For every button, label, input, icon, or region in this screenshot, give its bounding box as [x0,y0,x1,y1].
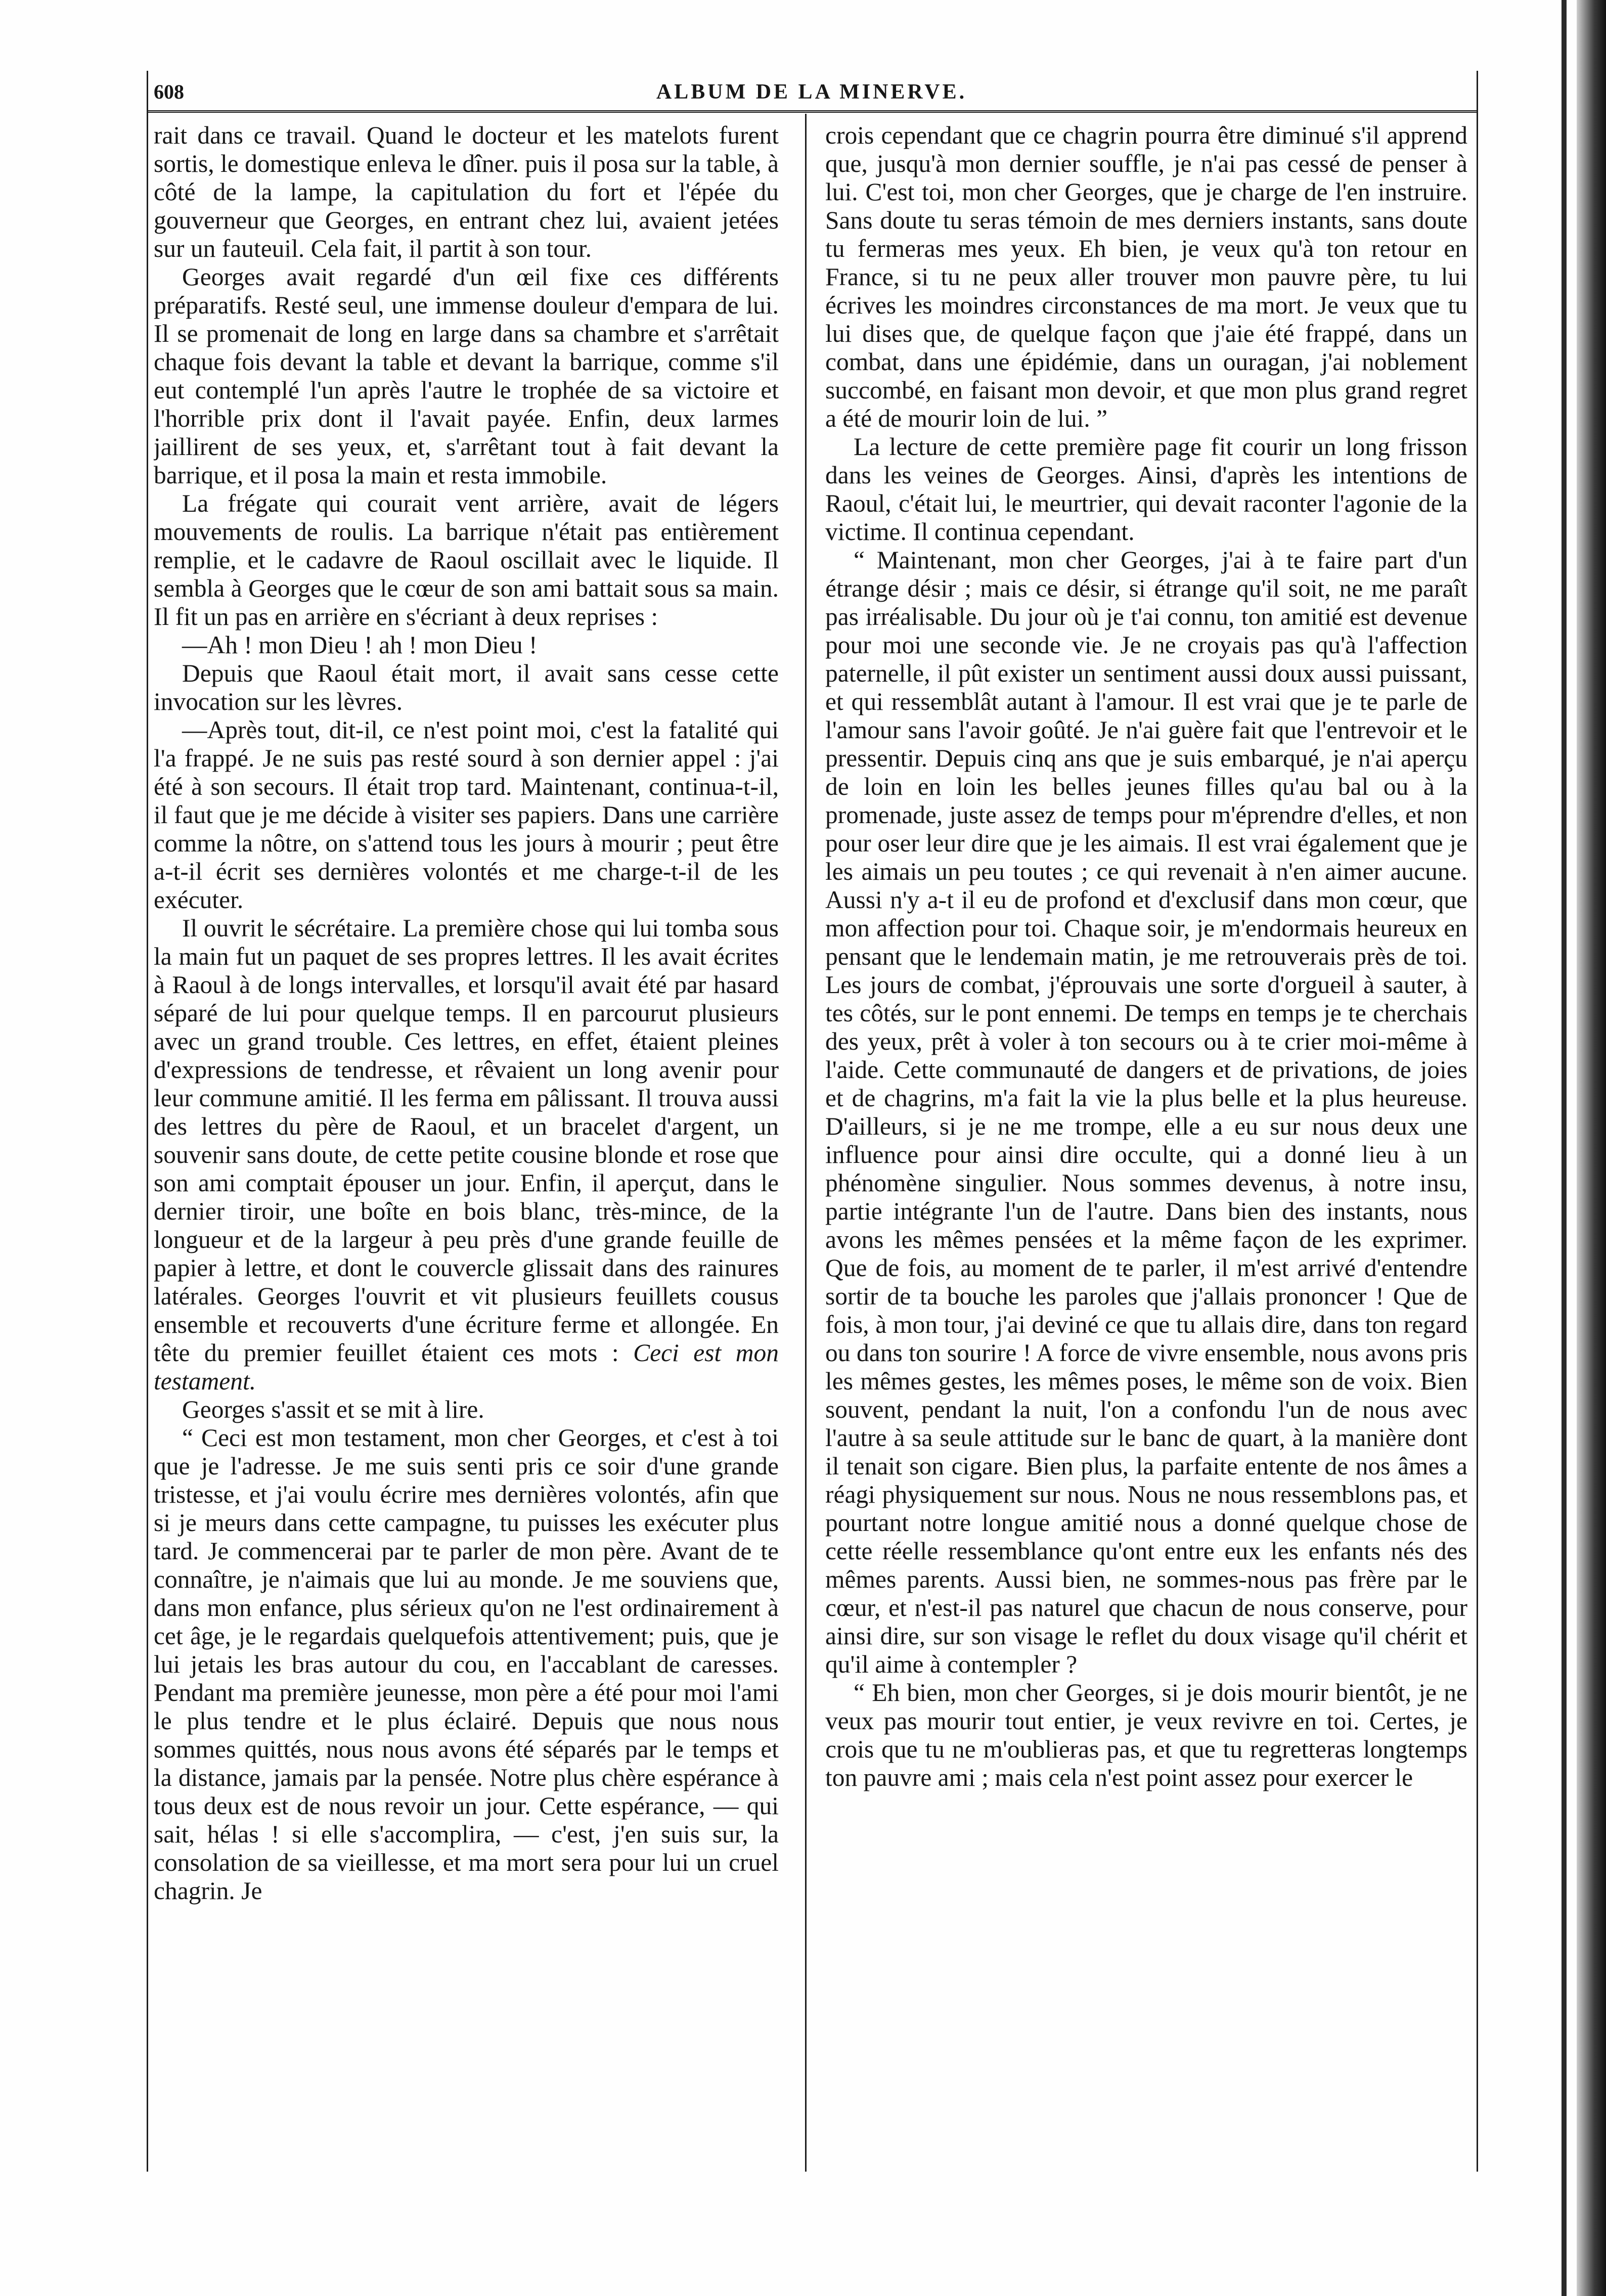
page-number: 608 [154,80,184,103]
left-column [154,121,779,2134]
paragraph: Georges avait regardé d'un œil fixe ces différents préparatifs. Resté seul, une immense douleur d'empara de lui. Il se promenait de long en large dans sa chambre et s'arrêtait chaque fois devant la table et devant la barrique, comme s'il eut contemplé l'un après l'autre le trophée de sa victoire et l'horrible prix dont il l'avait payée. Enfin, deux larmes jaillirent de ses yeux, et, s'arrêtant tout à fait devant la barrique, et il posa la main et resta immobile. [154,263,779,489]
paragraph-text: Il ouvrit le sécrétaire. La première chose qui lui tomba sous la main fut un paquet de ses propres lettres. Il les avait écrites à Raoul à de longs intervalles, et lorsqu'il avait été par hasard séparé de lui pour quelque temps. Il en parcourut plusieurs avec un grand trouble. Ces lettres, en effet, étaient pleines d'expressions de tendresse, et rêvaient un long avenir pour leur commune amitié. Il les ferma em pâlissant. Il trouva aussi des lettres du père de Raoul, et un bracelet d'argent, un souvenir sans doute, de cette petite cousine blonde et rose que son ami comptait épouser un jour. Enfin, il aperçut, dans le dernier tiroir, une boîte en bois blanc, très-mince, de la longueur et de la largeur à peu près d'une grande feuille de papier à lettre, et dont le couvercle glissait dans des rainures latérales. Georges l'ouvrit et vit plusieurs feuillets cousus ensemble et recouverts d'une écriture ferme et allongée. En tête du premier feuillet étaient ces mots : [154,914,779,1367]
right-column [825,121,1467,2134]
paragraph [154,914,779,1395]
left-frame-rule [147,71,148,2172]
paragraph: crois cependant que ce chagrin pourra être diminué s'il apprend que, jusqu'à mon dernier souffle, je n'ai pas cessé de penser à lui. C'est toi, mon cher Georges, que je charge de l'en instruire. Sans doute tu seras témoin de mes derniers instants, sans doute tu fermeras mes yeux. Eh bien, je veux qu'à ton retour en France, si tu ne peux aller trouver mon pauvre père, tu lui écrives les moindres circonstances de ma mort. Je veux que tu lui dises que, de quelque façon que j'aie été frappé, dans un combat, dans une épidémie, dans un ouragan, j'ai noblement succombé, en faisant mon devoir, et que mon plus grand regret a été de mourir loin de lui. ” [825,121,1467,432]
running-title: ALBUM DE LA MINERVE. [656,80,967,104]
page-edge-binding [1577,0,1606,2296]
paragraph: “ Maintenant, mon cher Georges, j'ai à te faire part d'un étrange désir ; mais ce désir, si étrange qu'il soit, ne me paraît pas irréalisable. Du jour où je t'ai connu, ton amitié est devenue pour moi une seconde vie. Je ne croyais pas qu'à l'affection paternelle, il pût exister un sentiment aussi doux aussi puissant, et qui ressemblât autant à l'amour. Il est vrai que je te parle de l'amour sans l'avoir goûté. Je n'ai guère fait que l'entrevoir et le pressentir. Depuis cinq ans que je suis embarqué, je n'ai aperçu de loin en loin les belles jeunes filles qu'au bal ou à la promenade, juste assez de temps pour m'éprendre d'elles, et non pour oser leur dire que je les aimais. Il est vrai également que je les aimais un peu toutes ; ce qui revenait à n'en aimer aucune. Aussi n'y a-t il eu de profond et d'exclusif dans mon cœur, que mon affection pour toi. Chaque soir, je m'endormais heureux en pensant que le lendemain matin, je me retrouverais près de toi. Les jours de combat, j'éprouvais une sorte d'orgueil à sauter, à tes côtés, sur le pont ennemi. De temps en temps je te cherchais des yeux, prêt à voler à ton secours ou à te crier moi-même à l'aide. Cette communauté de dangers et de privations, de joies et de chagrins, m'a fait la vie la plus belle et la plus heureuse. D'ailleurs, si je ne me trompe, elle a eu sur nous deux une influence pour ainsi dire occulte, qui a donné lieu à un phénomène singulier. Nous sommes devenus, à notre insu, partie intégrante l'un de l'autre. Dans bien des instants, nous avons les mêmes pensées et la même façon de les exprimer. Que de fois, au moment de te parler, il m'est arrivé d'entendre sortir de ta bouche les paroles que j'allais prononcer ! Que de fois, à mon tour, j'ai deviné ce que tu allais dire, dans ton regard ou dans ton sourire ! A force de vivre ensemble, nous avons pris les mêmes gestes, les mêmes poses, le même son de voix. Bien souvent, pendant la nuit, l'on a confondu l'un de nous avec l'autre à sa seule attitude sur le banc de quart, à la manière dont il tenait son cigare. Bien plus, la parfaite entente de nos âmes a réagi physiquement sur nous. Nous ne nous ressemblons pas, et pourtant notre longue amitié nous a donné quelque chose de cette réelle ressemblance qu'ont entre eux les enfants nés des mêmes parents. Aussi bien, ne sommes-nous pas frère par le cœur, et n'est-il pas naturel que chacun de nous conserve, pour ainsi dire, sur son visage le reflet du doux visage qu'il chérit et qu'il aime à contempler ? [825,546,1467,1678]
page-header [147,75,1477,109]
paragraph: Depuis que Raoul était mort, il avait sans cesse cette invocation sur les lèvres. [154,659,779,715]
paragraph: “ Ceci est mon testament, mon cher Georges, et c'est à toi que je l'adresse. Je me suis senti pris ce soir d'une grande tristesse, et j'ai voulu écrire mes dernières volontés, afin que si je meurs dans cette campagne, tu puisses les exécuter plus tard. Je commencerai par te parler de mon père. Avant de te connaître, je n'aimais que lui au monde. Je me souviens que, dans mon enfance, plus sérieux qu'on ne l'est ordinairement à cet âge, je le regardais quelquefois attentivement; puis, que je lui jetais les bras autour du cou, en l'accablant de caresses. Pendant ma première jeunesse, mon père a été pour moi l'ami le plus tendre et le plus éclairé. Depuis que nous nous sommes quittés, nous nous avons été séparés par le temps et la distance, jamais par la pensée. Notre plus chère espérance à tous deux est de nous revoir un jour. Cette espérance, — qui sait, hélas ! si elle s'accomplira, — c'est, j'en suis sur, la consolation de sa vieillesse, et ma mort sera pour lui un cruel chagrin. Je [154,1424,779,1905]
paragraph: —Après tout, dit-il, ce n'est point moi, c'est la fatalité qui l'a frappé. Je ne suis pas resté sourd à son dernier appel : j'ai été à son secours. Il était trop tard. Maintenant, continua-t-il, il faut que je me décide à visiter ses papiers. Dans une carrière comme la nôtre, on s'attend tous les jours à mourir ; peut être a-t-il écrit ses dernières volontés et me charge-t-il de les exécuter. [154,716,779,914]
paragraph: La lecture de cette première page fit courir un long frisson dans les veines de Georges. Ainsi, d'après les intentions de Raoul, c'était lui, le meurtrier, qui devait raconter l'agonie de la victime. Il continua cependant. [825,433,1467,546]
right-frame-rule [1477,71,1478,2172]
paragraph: —Ah ! mon Dieu ! ah ! mon Dieu ! [182,631,538,659]
paragraph: Georges s'assit et se mit à lire. [182,1395,484,1423]
column-divider [805,114,807,2172]
paragraph: “ Eh bien, mon cher Georges, si je dois mourir bientôt, je ne veux pas mourir tout entier, je veux revivre en toi. Certes, je crois que tu ne m'oublieras pas, et que tu regretteras longtemps ton pauvre ami ; mais cela n'est point assez pour exercer le [825,1679,1467,1791]
paragraph: La frégate qui courait vent arrière, avait de légers mouvements de roulis. La barrique n'était pas entièrement remplie, et le cadavre de Raoul oscillait avec le liquide. Il sembla à Georges que le cœur de son ami battait sous sa main. Il fit un pas en arrière en s'écriant à deux reprises : [154,489,779,631]
header-rule [147,110,1477,113]
italic-quote: Ceci est mon testament. [154,1339,779,1395]
page-edge-shadow [1562,0,1567,2296]
paragraph: rait dans ce travail. Quand le docteur et les matelots furent sortis, le domestique enleva le dîner. puis il posa sur la table, à côté de la lampe, la capitulation du fort et l'épée du gouverneur que Georges, en entrant chez lui, avaient jetées sur un fauteuil. Cela fait, il partit à son tour. [154,121,779,262]
